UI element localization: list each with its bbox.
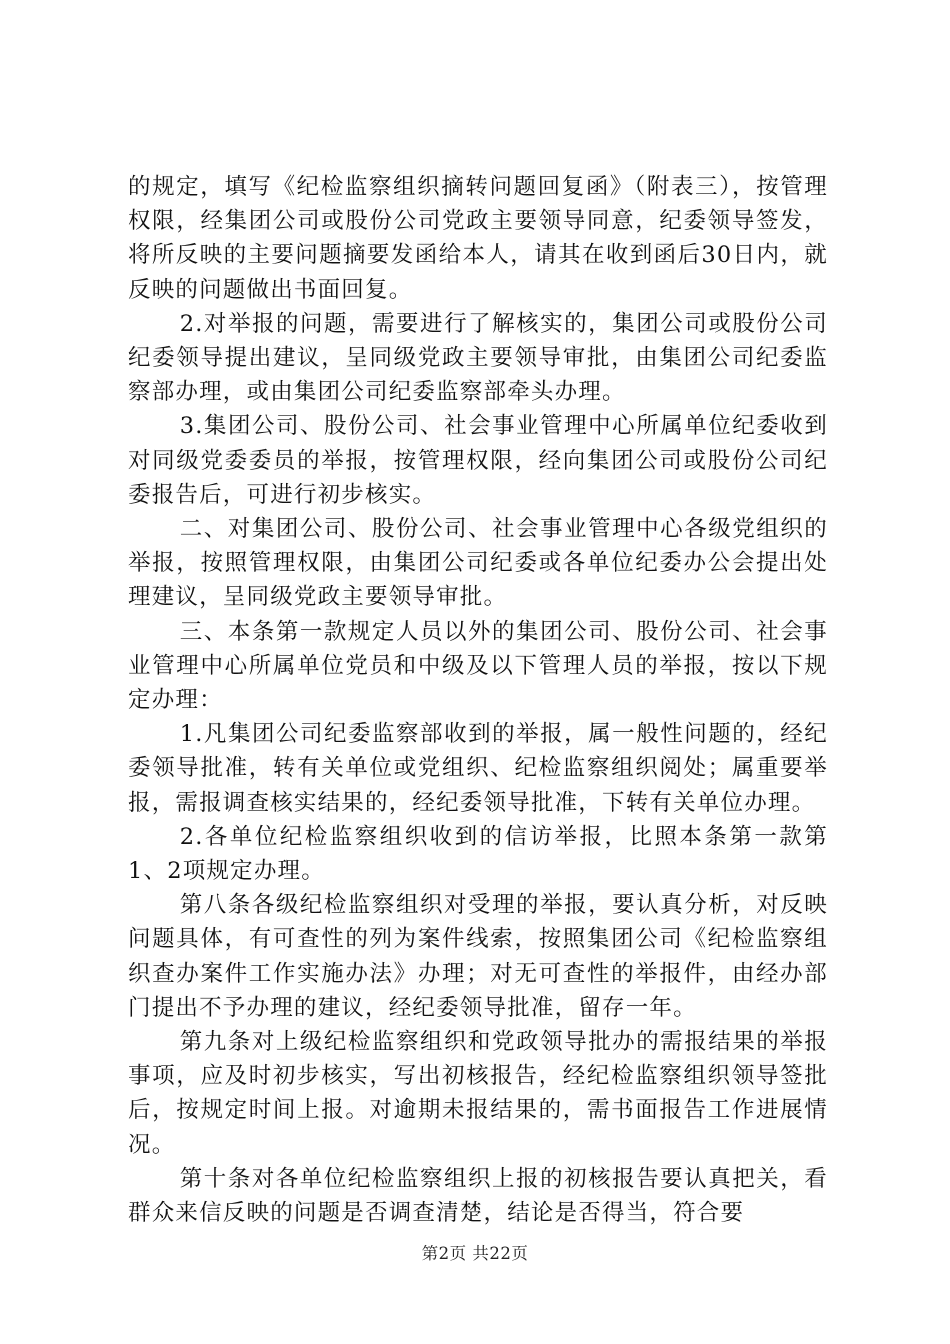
body-paragraph: 2.各单位纪检监察组织收到的信访举报，比照本条第一款第1、2项规定办理。 — [128, 823, 828, 885]
body-paragraph: 的规定，填写《纪检监察组织摘转问题回复函》（附表三），按管理权限，经集团公司或股份公司党政主要领导同意，纪委领导签发，将所反映的主要问题摘要发函给本人，请其在收到函后30日内，就反映的问题做出书面回复。 — [128, 174, 828, 303]
body-paragraph: 第八条各级纪检监察组织对受理的举报，要认真分析，对反映问题具体，有可查性的列为案件线索，按照集团公司《纪检监察组织查办案件工作实施办法》办理；对无可查性的举报件，由经办部门提出不予办理的建议，经纪委领导批准，留存一年。 — [128, 892, 828, 1021]
body-paragraph: 第十条对各单位纪检监察组织上报的初核报告要认真把关，看群众来信反映的问题是否调查清楚，结论是否得当，符合要 — [128, 1165, 828, 1227]
body-paragraph: 第九条对上级纪检监察组织和党政领导批办的需报结果的举报事项，应及时初步核实，写出初核报告，经纪检监察组织领导签批后，按规定时间上报。对逾期未报结果的，需书面报告工作进展情况。 — [128, 1029, 828, 1158]
body-paragraph: 1.凡集团公司纪委监察部收到的举报，属一般性问题的，经纪委领导批准，转有关单位或党组织、纪检监察组织阅处；属重要举报，需报调查核实结果的，经纪委领导批准，下转有关单位办理。 — [128, 721, 828, 816]
body-paragraph: 三、本条第一款规定人员以外的集团公司、股份公司、社会事业管理中心所属单位党员和中级及以下管理人员的举报，按以下规定办理： — [128, 618, 828, 714]
page-footer: 第2页 共22页 — [421, 1244, 529, 1263]
body-paragraph: 2.对举报的问题，需要进行了解核实的，集团公司或股份公司纪委领导提出建议，呈同级党政主要领导审批，由集团公司纪委监察部办理，或由集团公司纪委监察部牵头办理。 — [128, 310, 828, 406]
document-body — [128, 170, 828, 1230]
body-paragraph: 3.集团公司、股份公司、社会事业管理中心所属单位纪委收到对同级党委委员的举报，按管理权限，经向集团公司或股份公司纪委报告后，可进行初步核实。 — [128, 413, 828, 508]
body-paragraph: 二、对集团公司、股份公司、社会事业管理中心各级党组织的举报，按照管理权限，由集团公司纪委或各单位纪委办公会提出处理建议，呈同级党政主要领导审批。 — [128, 516, 828, 611]
